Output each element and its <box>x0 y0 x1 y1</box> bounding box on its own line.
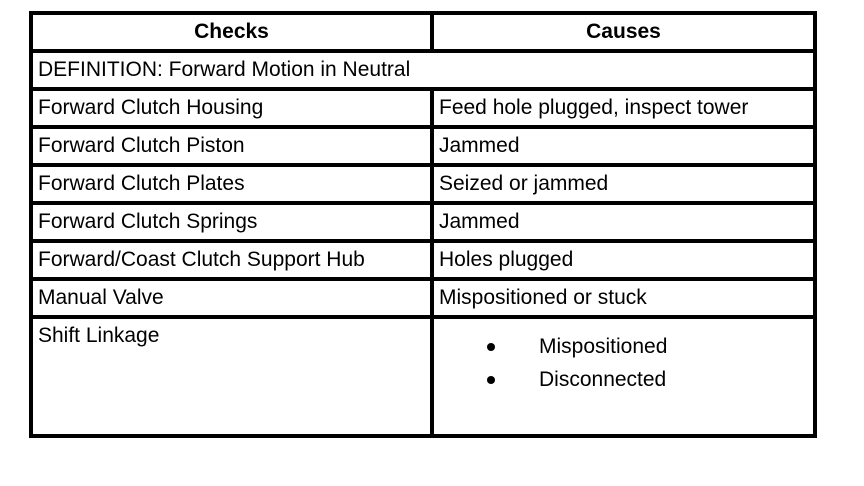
bullet-icon <box>487 376 495 384</box>
causes-header: Causes <box>432 13 815 51</box>
table-row <box>31 241 815 279</box>
table-row <box>31 165 815 203</box>
check-cell: Forward/Coast Clutch Support Hub <box>31 241 432 279</box>
cause-cell <box>432 317 815 436</box>
definition-row <box>31 51 815 89</box>
check-cell: Forward Clutch Plates <box>31 165 432 203</box>
bullet-item <box>487 363 813 396</box>
cause-cell: Jammed <box>432 203 815 241</box>
check-cell: Forward Clutch Springs <box>31 203 432 241</box>
cause-cell: Feed hole plugged, inspect tower <box>432 89 815 127</box>
diagnostic-table <box>29 11 817 438</box>
check-cell: Forward Clutch Housing <box>31 89 432 127</box>
table-row <box>31 127 815 165</box>
bullet-text: Disconnected <box>539 368 667 391</box>
cause-cell: Holes plugged <box>432 241 815 279</box>
cause-cell: Jammed <box>432 127 815 165</box>
header-row <box>31 13 815 51</box>
definition-cell: DEFINITION: Forward Motion in Neutral <box>31 51 815 89</box>
cause-bullet-list <box>439 330 813 396</box>
cause-cell: Mispositioned or stuck <box>432 279 815 317</box>
bullet-text: Mispositioned <box>539 335 668 358</box>
check-cell: Forward Clutch Piston <box>31 127 432 165</box>
check-cell: Manual Valve <box>31 279 432 317</box>
cause-cell: Seized or jammed <box>432 165 815 203</box>
check-cell: Shift Linkage <box>31 317 432 436</box>
bullet-icon <box>487 343 495 351</box>
table-row <box>31 279 815 317</box>
checks-header: Checks <box>31 13 432 51</box>
table-row <box>31 89 815 127</box>
table-row <box>31 317 815 436</box>
table-row <box>31 203 815 241</box>
bullet-item <box>487 330 813 363</box>
